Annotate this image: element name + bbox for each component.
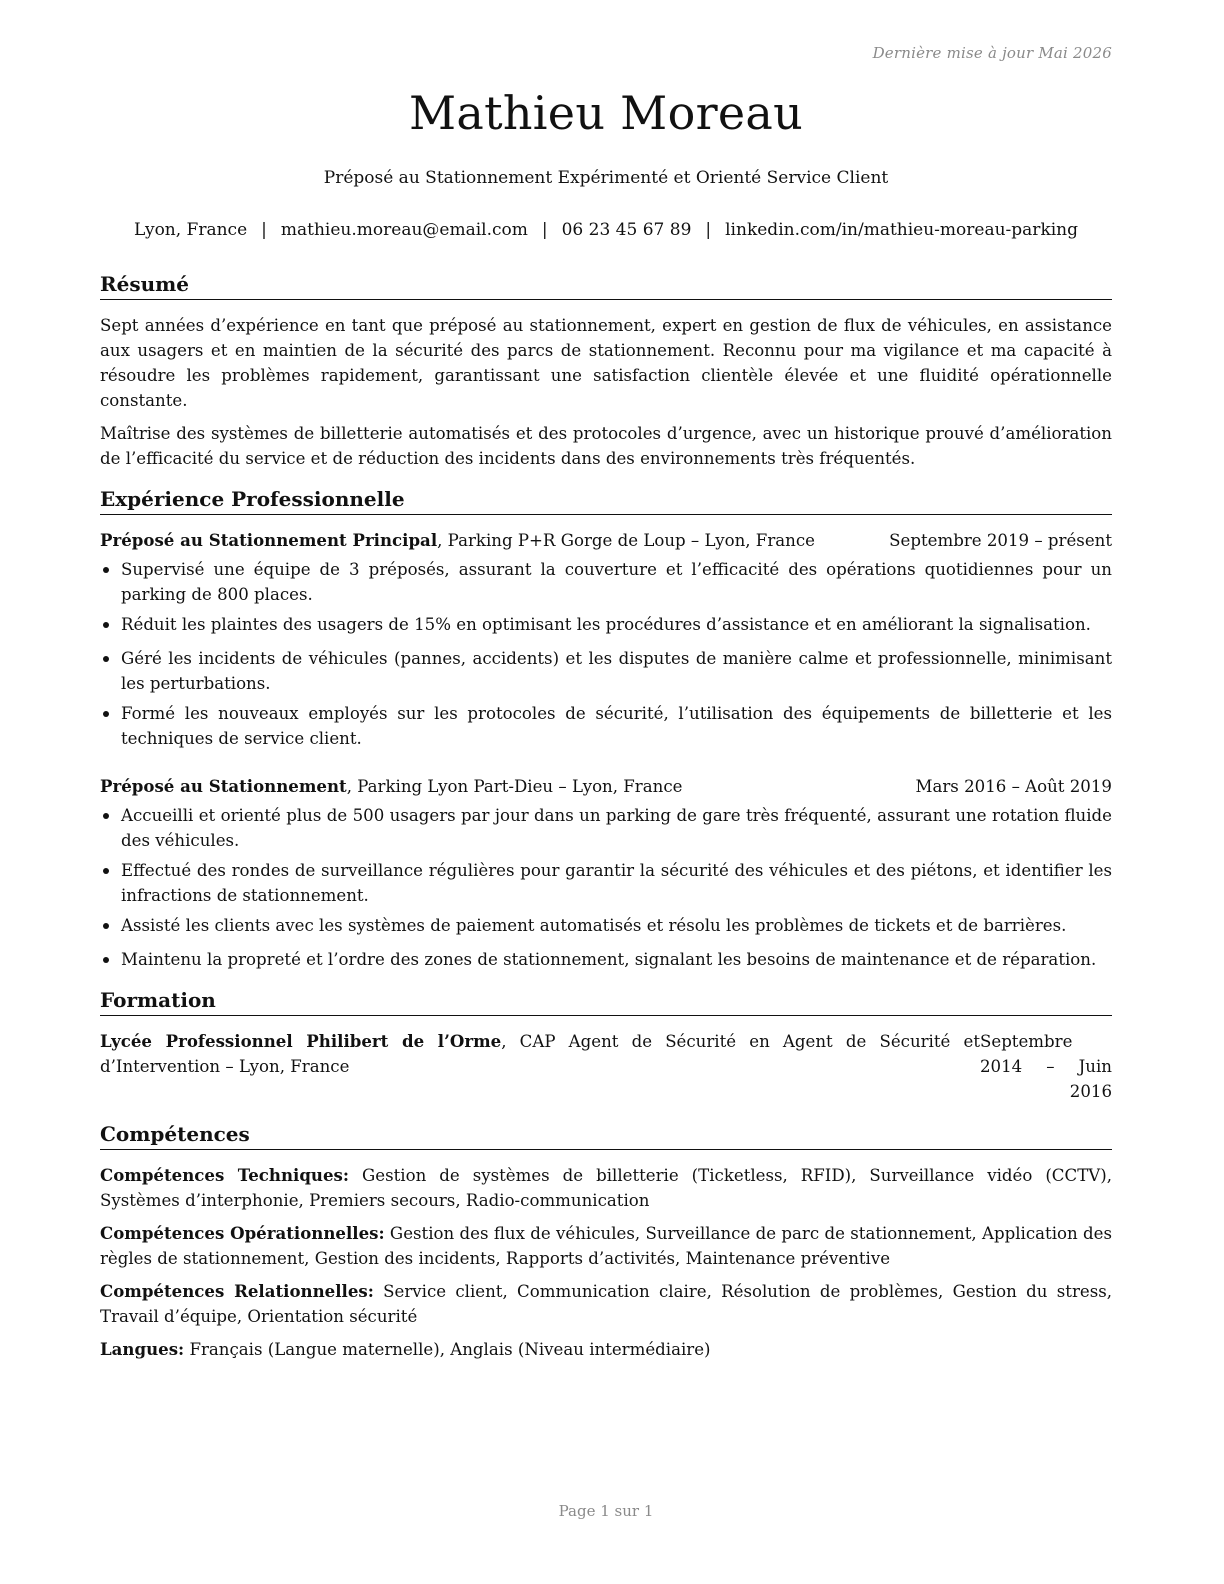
section-title-summary: Résumé <box>100 270 1112 300</box>
resume-content <box>100 270 1112 1362</box>
last-updated: Dernière mise à jour Mai 2026 <box>872 44 1112 62</box>
skill-text: Service client, Communication claire, Résolution de problèmes, Gestion du stress, Travail d’équipe, Orientation sécurité <box>100 1282 1112 1326</box>
job-employer: , Parking Lyon Part-Dieu – Lyon, France <box>346 777 683 796</box>
contact-separator: | <box>261 220 267 240</box>
job-bullets <box>100 557 1112 751</box>
contact-linkedin[interactable]: linkedin.com/in/mathieu-moreau-parking <box>725 220 1079 240</box>
list-item: Réduit les plaintes des usagers de 15% en optimisant les procédures d’assistance et en améliorant la signalisation. <box>100 612 1112 637</box>
skill-text: Gestion des flux de véhicules, Surveillance de parc de stationnement, Application des règles de stationnement, Gestion des incidents, Rapports d’activités, Maintenance préventive <box>100 1224 1112 1268</box>
skill-label: Langues: <box>100 1339 185 1359</box>
job-heading <box>100 774 682 799</box>
education-dates <box>980 1029 1112 1104</box>
job-header <box>100 774 1112 799</box>
education-degree: , CAP Agent de Sécurité en Agent de Sécurité et d’Intervention – Lyon, France <box>100 1032 981 1076</box>
skill-group <box>100 1279 1112 1329</box>
job-heading <box>100 528 815 553</box>
job-dates: Septembre 2019 – présent <box>889 531 1112 550</box>
skill-text: Gestion de systèmes de billetterie (Ticketless, RFID), Surveillance vidéo (CCTV), Systèmes d’interphonie, Premiers secours, Radio-communication <box>100 1166 1112 1210</box>
contact-phone[interactable]: 06 23 45 67 89 <box>561 220 692 240</box>
list-item: Assisté les clients avec les systèmes de paiement automatisés et résolu les problèmes de tickets et de barrières. <box>100 913 1112 938</box>
list-item: Maintenu la propreté et l’ordre des zones de stationnement, signalant les besoins de maintenance et de réparation. <box>100 947 1112 972</box>
skill-text: Français (Langue maternelle), Anglais (Niveau intermédiaire) <box>184 1340 711 1359</box>
contact-separator: | <box>705 220 712 240</box>
education-details <box>100 1029 980 1104</box>
candidate-subtitle: Préposé au Stationnement Expérimenté et Orienté Service Client <box>323 168 889 188</box>
section-title-skills: Compétences <box>100 1120 1112 1150</box>
job-bullets <box>100 803 1112 972</box>
list-item: Accueilli et orienté plus de 500 usagers par jour dans un parking de gare très fréquenté, assurant une rotation fluide des véhicules. <box>100 803 1112 853</box>
education-dates-line: Septembre 2014 – Juin <box>980 1032 1112 1076</box>
skill-label: Compétences Opérationnelles: <box>100 1223 385 1243</box>
contact-email[interactable]: mathieu.moreau@email.com <box>280 220 528 240</box>
list-item: Supervisé une équipe de 3 préposés, assurant la couverture et l’efficacité des opérations quotidiennes pour un parking de 800 places. <box>100 557 1112 607</box>
contact-location: Lyon, France <box>133 220 248 240</box>
list-item: Effectué des rondes de surveillance régulières pour garantir la sécurité des véhicules et des piétons, et identifier les infractions de stationnement. <box>100 858 1112 908</box>
contact-separator: | <box>541 220 548 240</box>
skill-group <box>100 1337 1112 1362</box>
job-entry <box>100 528 1112 751</box>
candidate-name: Mathieu Moreau <box>408 86 804 140</box>
list-item: Géré les incidents de véhicules (pannes, accidents) et les disputes de manière calme et professionnelle, minimisant les perturbations. <box>100 646 1112 696</box>
job-header <box>100 528 1112 553</box>
education-school: Lycée Professionnel Philibert de l’Orme <box>100 1031 502 1051</box>
skill-group <box>100 1163 1112 1213</box>
section-title-experience: Expérience Professionnelle <box>100 485 1112 515</box>
summary-paragraph: Sept années d’expérience en tant que préposé au stationnement, expert en gestion de flux de véhicules, en assistance aux usagers et en maintien de la sécurité des parcs de stationnement. Reconnu pour ma vigilance et ma capacité à résoudre les problèmes rapidement, garantissant une satisfaction clientèle élevée et une fluidité opérationnelle constante. <box>100 316 1112 410</box>
education-dates-line: 2016 <box>1069 1082 1112 1101</box>
list-item: Formé les nouveaux employés sur les protocoles de sécurité, l’utilisation des équipements de billetterie et les techniques de service client. <box>100 701 1112 751</box>
summary-paragraph: Maîtrise des systèmes de billetterie automatisés et des protocoles d’urgence, avec un historique prouvé d’amélioration de l’efficacité du service et de réduction des incidents dans des environnements très fréquentés. <box>100 424 1112 468</box>
skill-label: Compétences Relationnelles: <box>100 1281 374 1301</box>
job-title: Préposé au Stationnement Principal <box>100 530 438 550</box>
job-employer: , Parking P+R Gorge de Loup – Lyon, France <box>437 531 815 550</box>
page-number: Page 1 sur 1 <box>558 1502 654 1520</box>
job-entry <box>100 774 1112 972</box>
skill-label: Compétences Techniques: <box>100 1165 350 1185</box>
skill-group <box>100 1221 1112 1271</box>
job-dates: Mars 2016 – Août 2019 <box>915 777 1112 796</box>
contact-line <box>100 220 1112 240</box>
resume-page <box>100 0 1112 1584</box>
section-title-education: Formation <box>100 986 1112 1016</box>
job-title: Préposé au Stationnement <box>100 776 347 796</box>
education-entry <box>100 1029 1112 1104</box>
